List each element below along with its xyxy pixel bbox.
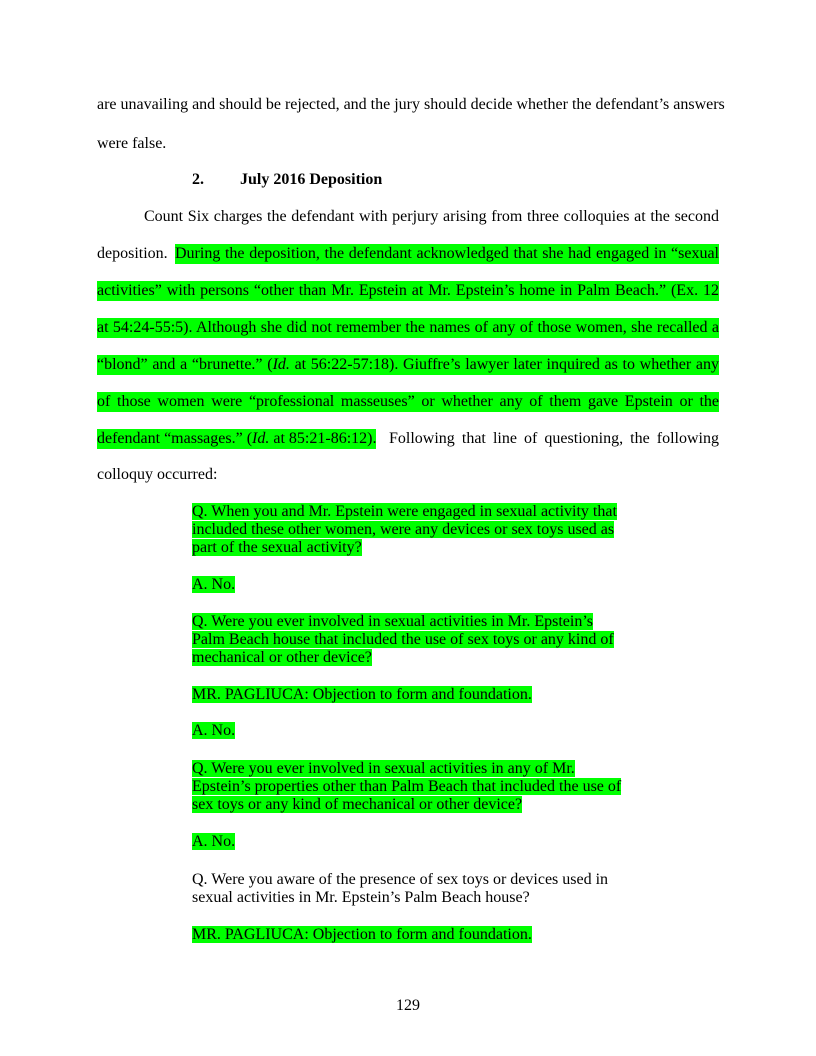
highlighted-text: activities” with persons “other than Mr. Epstein at Mr. Epstein’s home in Palm Beach.” (Ex. 12	[97, 282, 719, 299]
citation-id: Id.	[252, 430, 270, 447]
text-fragment: “blond” and a “brunette.” (	[97, 356, 273, 373]
highlighted-text: MR. PAGLIUCA: Objection to form and foundation.	[192, 926, 532, 943]
highlighted-text: During the deposition, the defendant acknowledged that she had engaged in “sexual	[175, 245, 719, 262]
colloquy-line	[192, 521, 614, 539]
quote-text: Q. Were you aware of the presence of sex toys or devices used in	[192, 871, 609, 888]
highlighted-text: A. No.	[192, 722, 236, 739]
highlighted-text: at 54:24-55:5). Although she did not remember the names of any of those women, she recalled a	[97, 319, 719, 336]
highlighted-text: A. No.	[192, 576, 236, 593]
highlighted-text: of those women were “professional masseuses” or whether any of them gave Epstein or the	[97, 393, 719, 410]
colloquy-line	[192, 796, 522, 814]
text-fragment: defendant “massages.” (	[97, 430, 253, 447]
body-text-line: Count Six charges the defendant with perjury arising from three colloquies at the second	[144, 208, 719, 225]
colloquy-line	[192, 613, 593, 631]
section-heading: July 2016 Deposition	[240, 171, 383, 188]
body-text-line: were false.	[97, 135, 167, 152]
text-fragment: at 56:22-57:18). Giuffre’s lawyer later inquired as to whether any	[289, 356, 719, 373]
body-text-line	[97, 429, 719, 449]
highlighted-text	[97, 355, 719, 375]
text-fragment: at 85:21-86:12).	[269, 430, 377, 447]
highlighted-text: A. No.	[192, 833, 236, 850]
highlighted-text: MR. PAGLIUCA: Objection to form and foundation.	[192, 686, 532, 703]
highlighted-text: sex toys or any kind of mechanical or other device?	[192, 796, 523, 813]
highlighted-text: part of the sexual activity?	[192, 539, 362, 556]
body-text-line	[97, 392, 719, 412]
colloquy-line	[192, 649, 372, 667]
page-number: 129	[396, 997, 420, 1014]
body-text-line	[97, 355, 719, 375]
body-text-line	[97, 244, 719, 264]
colloquy-line	[192, 503, 617, 521]
body-text-line: colloquy occurred:	[97, 466, 218, 483]
body-text-line	[97, 281, 719, 301]
highlighted-text: mechanical or other device?	[192, 649, 372, 666]
body-text-line: are unavailing and should be rejected, and the jury should decide whether the defendant’s answers	[97, 96, 725, 113]
body-text-fragment: deposition.	[97, 245, 168, 262]
body-text-fragment: Following that line of questioning, the following	[389, 430, 719, 447]
colloquy-line	[192, 889, 530, 907]
highlighted-text: Palm Beach house that included the use of sex toys or any kind of	[192, 631, 614, 648]
body-text-line	[97, 318, 719, 338]
colloquy-line	[192, 631, 614, 649]
highlighted-text: Q. When you and Mr. Epstein were engaged in sexual activity that	[192, 503, 617, 520]
quote-text: sexual activities in Mr. Epstein’s Palm Beach house?	[192, 889, 530, 906]
colloquy-line	[192, 760, 575, 778]
colloquy-line	[192, 871, 608, 889]
highlighted-text: included these other women, were any devices or sex toys used as	[192, 521, 615, 538]
colloquy-line	[192, 722, 235, 740]
highlighted-text	[97, 429, 376, 449]
highlighted-text: Epstein’s properties other than Palm Beach that included the use of	[192, 778, 622, 795]
section-number: 2.	[192, 171, 204, 188]
highlighted-text: Q. Were you ever involved in sexual activities in any of Mr.	[192, 760, 575, 777]
colloquy-line	[192, 539, 362, 557]
colloquy-line	[192, 833, 235, 851]
colloquy-line	[192, 926, 532, 944]
citation-id: Id.	[272, 356, 290, 373]
colloquy-line	[192, 576, 235, 594]
highlighted-text: Q. Were you ever involved in sexual activities in Mr. Epstein’s	[192, 613, 593, 630]
colloquy-line	[192, 686, 532, 704]
colloquy-line	[192, 778, 621, 796]
